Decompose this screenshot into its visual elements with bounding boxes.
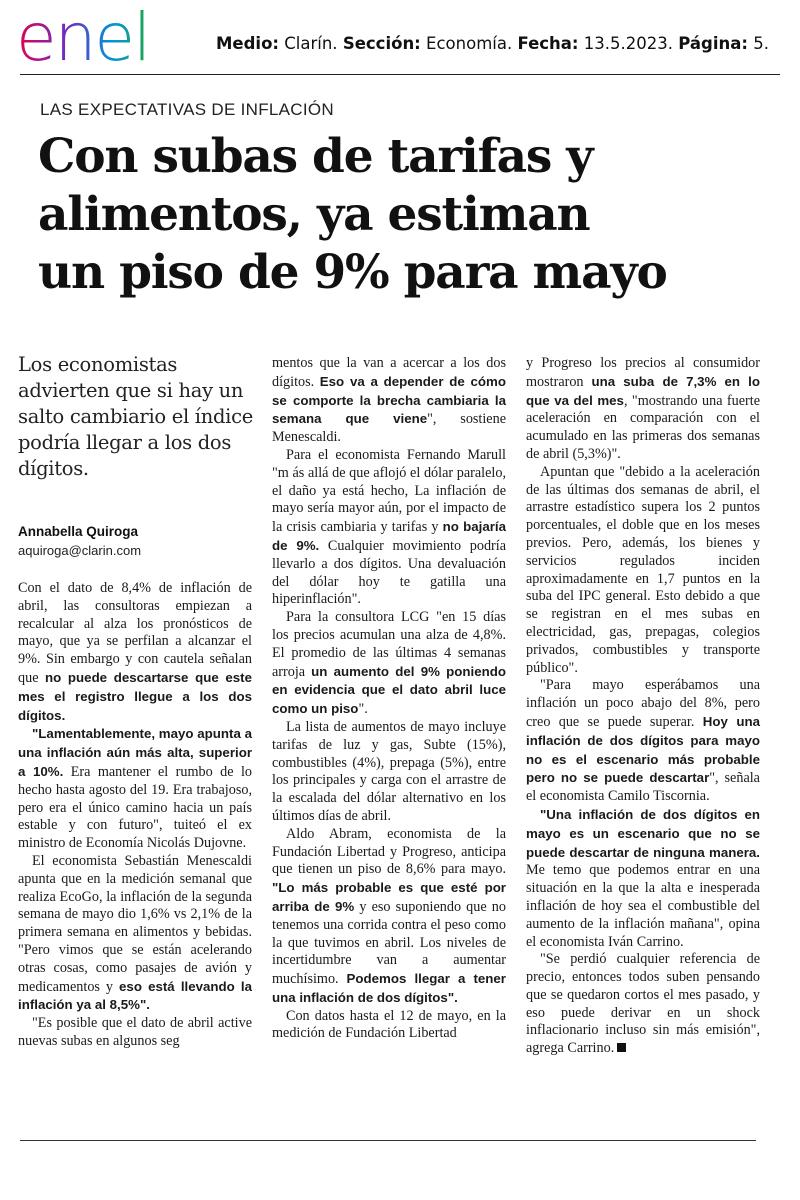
clipping-header: [16, 6, 784, 76]
body-column-1: [18, 580, 252, 1051]
header-divider: [20, 74, 780, 75]
paragraph: "Para mayo esperábamos una inflación un poco abajo del 8%, pero creo que se puede superar. Hoy una inflación de dos dígitos para mayo no es el escenario más probable pero no se puede descartar", señala el economista Camilo Tiscornia.: [526, 677, 760, 805]
paragraph: mentos que la van a acercar a los dos dígitos. Eso va a depender de cómo se comporte la brecha cambiaria la semana que viene", sostiene Menescaldi.: [272, 355, 506, 446]
medio-value: Clarín.: [284, 34, 338, 53]
article-author: Annabella Quiroga: [18, 524, 139, 539]
paragraph: Con el dato de 8,4% de inflación de abril, las consultoras empiezan a recalcular al alza los pronósticos de mayo, que ya se perfilan a alcanzar el 9%. Sin embargo y con cautela señalan que no puede descartarse que este mes el registro llegue a los dos dígitos.: [18, 580, 252, 723]
headline-line-2: alimentos, ya estiman: [38, 187, 590, 242]
paragraph: La lista de aumentos de mayo incluye tarifas de luz y gas, Subte (15%), combustibles (4%), prepaga (5%), entre los principales y carga con el arrastre de la escalada del dólar alternativo en los últimos días de abril.: [272, 718, 506, 824]
paragraph: y Progreso los precios al consumidor mostraron una suba de 7,3% en lo que va del mes, "mostrando una fuerte aceleración en comparación con el acumulado en las primeras dos semanas de abril (5,3%)".: [526, 355, 760, 462]
paragraph: Para la consultora LCG "en 15 días los precios acumulan una alza de 4,8%. El promedio de las últimas 4 semanas arroja un aumento del 9% poniendo en evidencia que el dato abril luce como un piso".: [272, 609, 506, 718]
paragraph: "Es posible que el dato de abril active nuevas subas en algunos seg: [18, 1015, 252, 1049]
clipping-metadata: [216, 34, 769, 53]
paragraph: Aldo Abram, economista de la Fundación Libertad y Progreso, anticipa que tienen un piso de 8,6% para mayo. "Lo más probable es que esté por arriba de 9% y eso suponiendo que no tenemos una corrida contra el peso como la que tuvimos en abril. Los niveles de incertidumbre van a aumentar muchísimo. Podemos llegar a tener una inflación de dos dígitos".: [272, 825, 506, 1005]
body-column-3: [526, 355, 760, 1058]
footer-divider: [20, 1140, 756, 1141]
paragraph: "Se perdió cualquier referencia de precio, entonces todos suben pensando que se quedaron cortos el mes pasado, y eso puede derivar en un shock inflacionario incluso sin más emisión", agrega Carrino.: [526, 951, 760, 1057]
paragraph: Con datos hasta el 12 de mayo, en la medición de Fundación Libertad: [272, 1007, 506, 1042]
seccion-label: Sección:: [342, 34, 421, 53]
article-kicker: LAS EXPECTATIVAS DE INFLACIÓN: [40, 100, 334, 119]
author-email: aquiroga@clarin.com: [18, 543, 142, 558]
paragraph: "Una inflación de dos dígitos en mayo es un escenario que no se puede descartar de ninguna manera. Me temo que podemos entrar en una situación en la que la alta e inesperada inflación de hoy sea el combustible del aumento de la inflación mañana", opina el economista Iván Carrino.: [526, 806, 760, 950]
paragraph: Apuntan que "debido a la aceleración de las últimas dos semanas de abril, el arrastre estadístico supera los 2 puntos porcentuales, el doble que en los meses previos. Pero, además, los bienes y servicios regulados inciden aproximadamente en 1,7 puntos en la suba del IPC general. Esto debido a que se registran en el mes subas en electricidad, gas, prepagas, colegios privados, combustibles y transporte público".: [526, 463, 760, 676]
article-subhead: Los economistas advierten que si hay un salto cambiario el índice podría llegar a los dos dígitos.: [18, 353, 253, 480]
body-column-2: [272, 355, 506, 1043]
paragraph: Para el economista Fernando Marull "m ás allá de que aflojó el dólar paralelo, el daño ya está hecho, La inflación de mayo sería mayor aún, por el impacto de la crisis cambiaria y tarifas y no bajaría de 9%. Cualquier movimiento podría llevarlo a dos dígitos. Una devaluación del dólar hoy te gatilla una hiperinflación".: [272, 446, 507, 608]
svg-text:enel: enel: [16, 6, 150, 70]
paragraph: "Lamentablemente, mayo apunta a una inflación aún más alta, superior a 10%. Era mantener el rumbo de lo hecho hasta agosto del 19. Era trabajoso, pero era el único camino hacia un país estable y con futuro", tuiteó el ex ministro de Economía Nicolás Dujovne.: [18, 726, 252, 852]
pagina-label: Página:: [678, 34, 748, 53]
article-headline: [38, 128, 778, 302]
headline-line-3: un piso de 9% para mayo: [38, 245, 667, 300]
headline-line-1: Con subas de tarifas y: [38, 129, 593, 184]
paragraph: El economista Sebastián Menescaldi apunta que en la medición semanal que realiza EcoGo, la inflación de la segunda semana de mayo dio 1,6% vs 2,1% de la primera semana en alimentos y bebidas. "Pero vimos que se están acelerando otras cosas, como pasajes de avión y medicamentos y eso está llevando la inflación ya al 8,5%".: [18, 852, 253, 1013]
seccion-value: Economía.: [426, 34, 513, 53]
fecha-value: 13.5.2023.: [583, 34, 674, 53]
medio-label: Medio:: [216, 34, 280, 53]
enel-logo: [16, 6, 196, 70]
fecha-label: Fecha:: [517, 34, 579, 53]
end-of-article-mark: [617, 1043, 626, 1052]
pagina-value: 5.: [753, 34, 769, 53]
